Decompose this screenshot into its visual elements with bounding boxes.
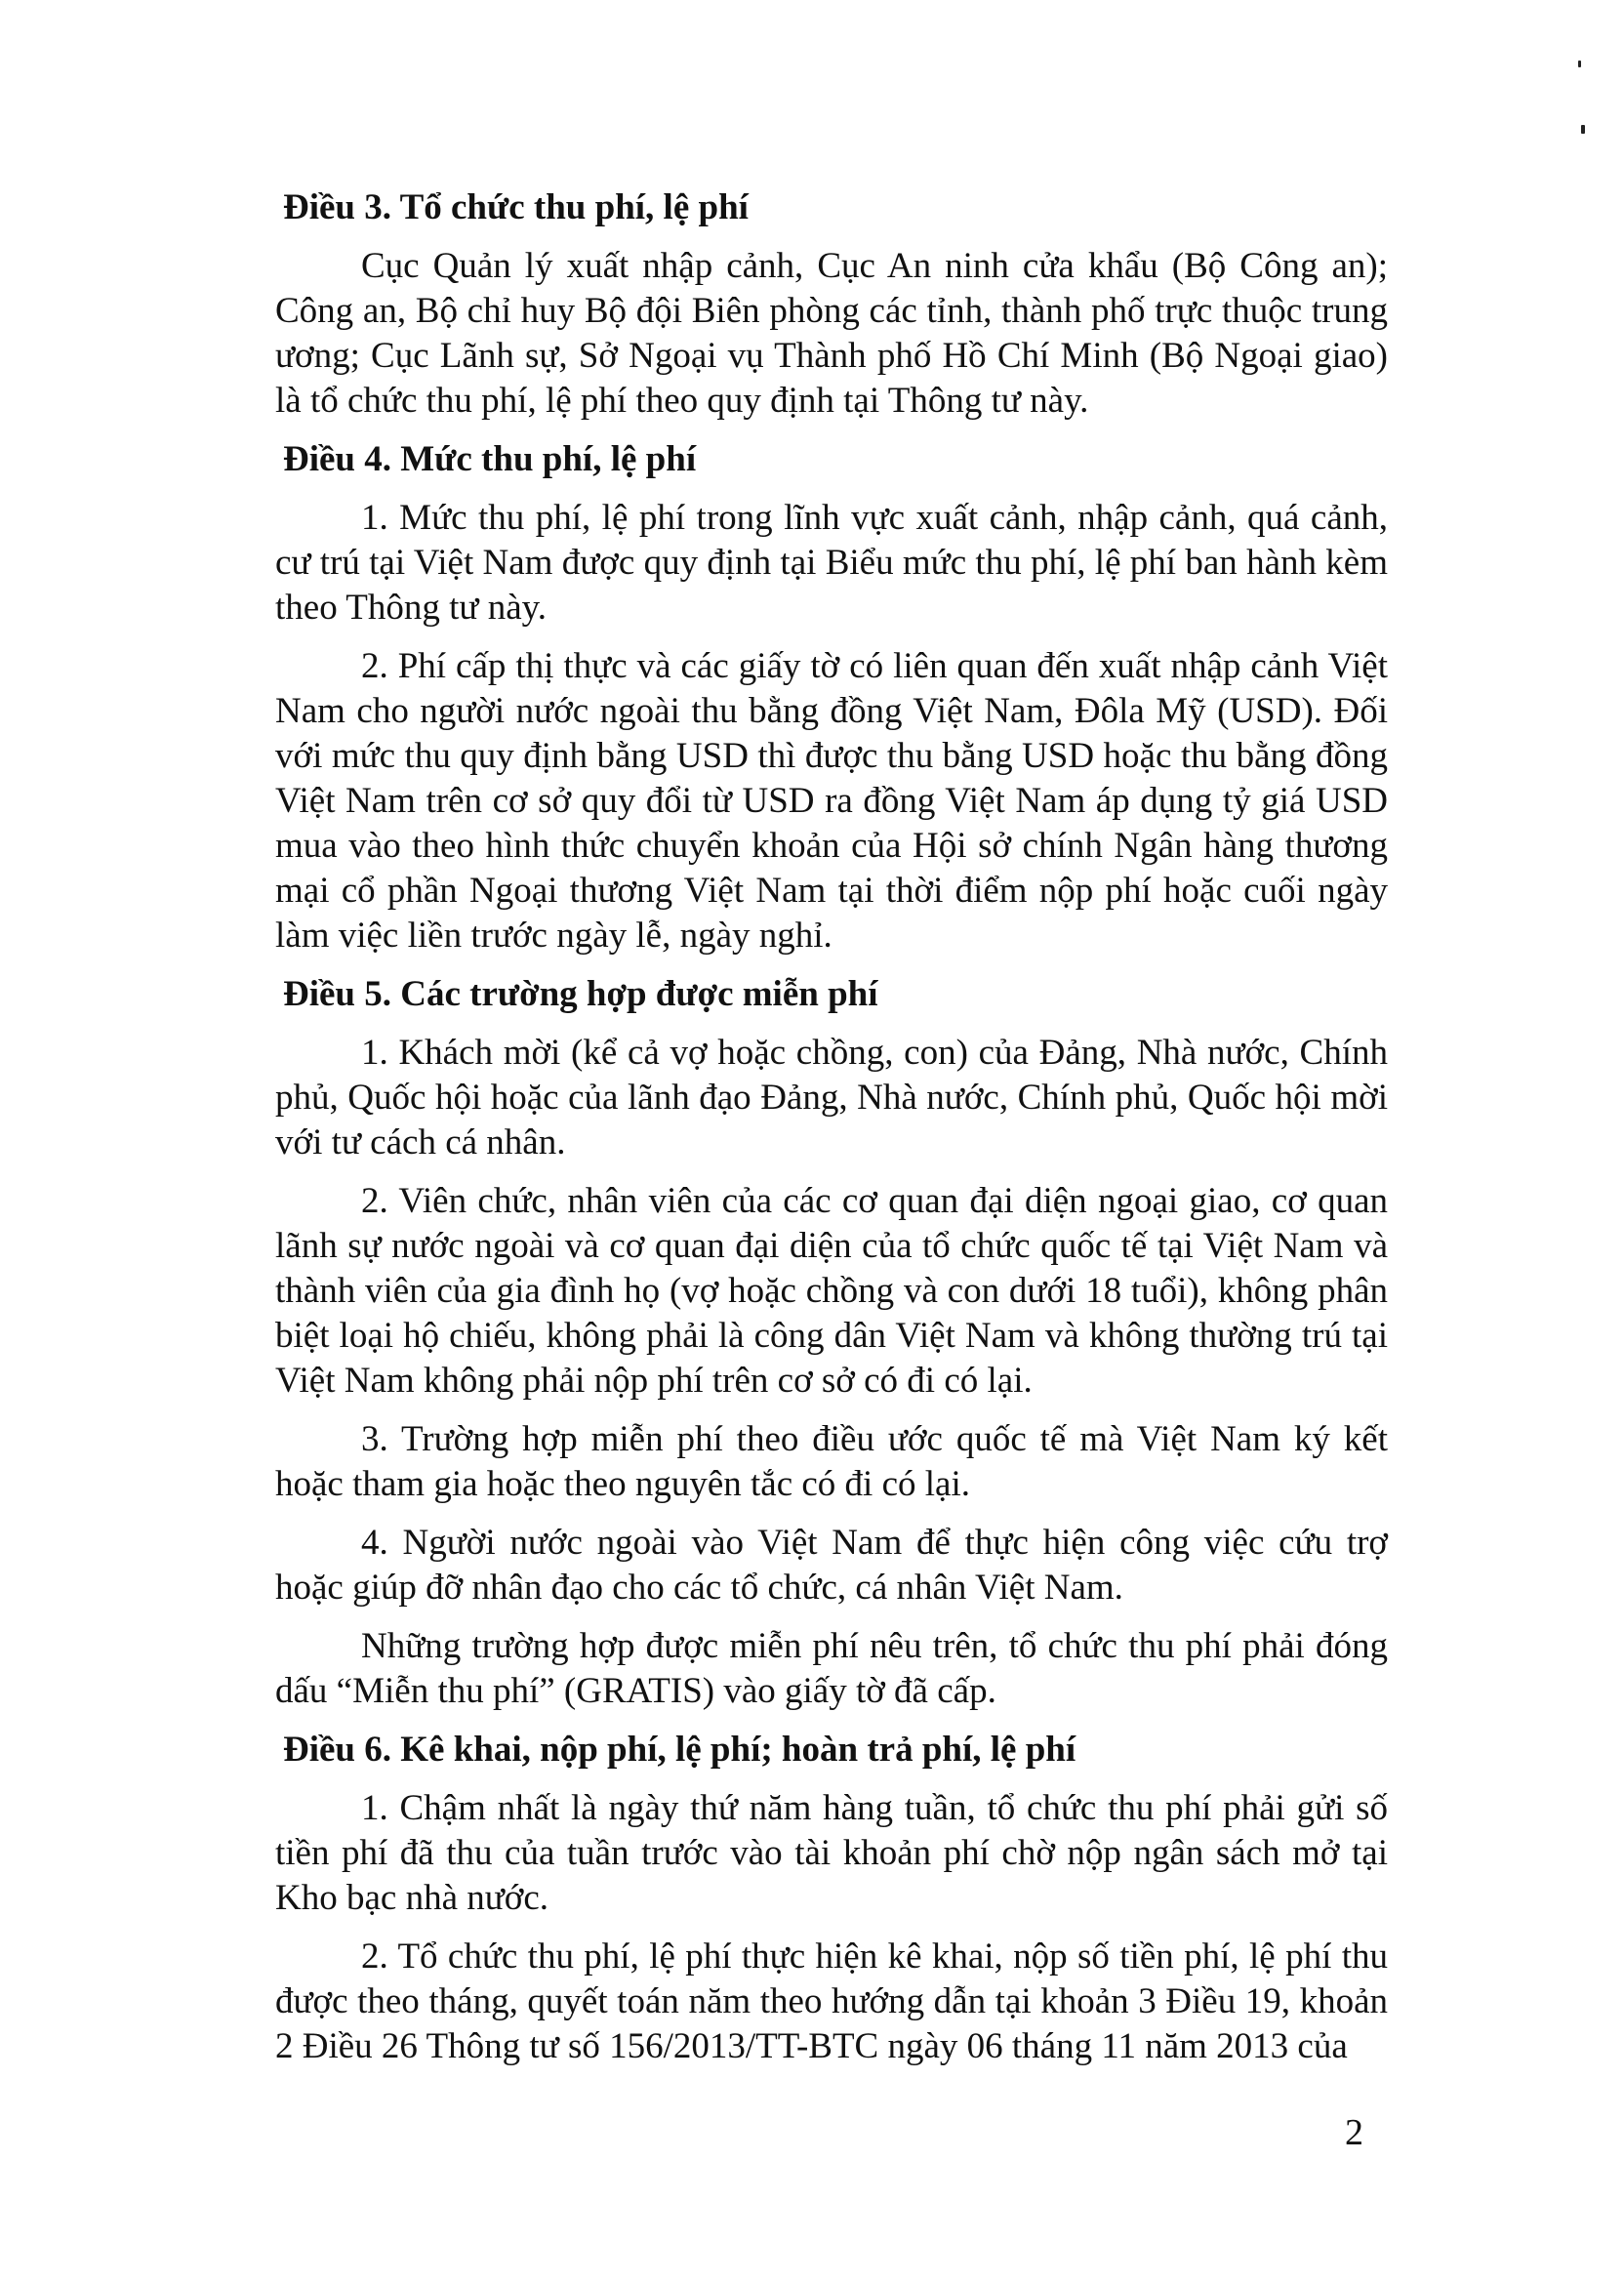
article-5 [275,972,1388,1714]
page-number: 2 [1345,2112,1363,2153]
scan-speck [1581,125,1585,134]
paragraph: 2. Viên chức, nhân viên của các cơ quan đại diện ngoại giao, cơ quan lãnh sự nước ngoài và cơ quan đại diện của tổ chức quốc tế tại Việt Nam và thành viên của gia đình họ (vợ hoặc chồng và con dưới 18 tuổi), không phân biệt loại hộ chiếu, không phải là công dân Việt Nam và không thường trú tại Việt Nam không phải nộp phí trên cơ sở có đi có lại. [275,1181,1388,1401]
paragraph: 1. Mức thu phí, lệ phí trong lĩnh vực xuất cảnh, nhập cảnh, quá cảnh, cư trú tại Việt Nam được quy định tại Biểu mức thu phí, lệ phí ban hành kèm theo Thông tư này. [275,498,1388,628]
paragraph: 4. Người nước ngoài vào Việt Nam để thực hiện công việc cứu trợ hoặc giúp đỡ nhân đạo cho các tổ chức, cá nhân Việt Nam. [275,1523,1388,1608]
article-heading: Điều 5. Các trường hợp được miễn phí [283,974,878,1014]
paragraph: 2. Tổ chức thu phí, lệ phí thực hiện kê khai, nộp số tiền phí, lệ phí thu được theo tháng, quyết toán năm theo hướng dẫn tại khoản 3 Điều 19, khoản 2 Điều 26 Thông tư số 156/2013/TT-BTC ngày 06 tháng 11 năm 2013 của [275,1936,1388,2066]
document-page [275,185,1388,2083]
article-3 [275,185,1388,424]
paragraph: Những trường hợp được miễn phí nêu trên, tổ chức thu phí phải đóng dấu “Miễn thu phí” (GRATIS) vào giấy tờ đã cấp. [275,1626,1388,1711]
paragraph: 1. Khách mời (kể cả vợ hoặc chồng, con) của Đảng, Nhà nước, Chính phủ, Quốc hội hoặc của lãnh đạo Đảng, Nhà nước, Chính phủ, Quốc hội mời với tư cách cá nhân. [275,1033,1388,1162]
article-heading: Điều 6. Kê khai, nộp phí, lệ phí; hoàn trả phí, lệ phí [283,1730,1076,1770]
paragraph: 1. Chậm nhất là ngày thứ năm hàng tuần, tổ chức thu phí phải gửi số tiền phí đã thu của tuần trước vào tài khoản phí chờ nộp ngân sách mở tại Kho bạc nhà nước. [275,1788,1388,1918]
paragraph: 3. Trường hợp miễn phí theo điều ước quốc tế mà Việt Nam ký kết hoặc tham gia hoặc theo nguyên tắc có đi có lại. [275,1419,1388,1504]
paragraph: Cục Quản lý xuất nhập cảnh, Cục An ninh cửa khẩu (Bộ Công an); Công an, Bộ chỉ huy Bộ đội Biên phòng các tỉnh, thành phố trực thuộc trung ương; Cục Lãnh sự, Sở Ngoại vụ Thành phố Hồ Chí Minh (Bộ Ngoại giao) là tổ chức thu phí, lệ phí theo quy định tại Thông tư này. [275,246,1388,421]
paragraph: 2. Phí cấp thị thực và các giấy tờ có liên quan đến xuất nhập cảnh Việt Nam cho người nước ngoài thu bằng đồng Việt Nam, Đôla Mỹ (USD). Đối với mức thu quy định bằng USD thì được thu bằng USD hoặc thu bằng đồng Việt Nam trên cơ sở quy đổi từ USD ra đồng Việt Nam áp dụng tỷ giá USD mua vào theo hình thức chuyển khoản của Hội sở chính Ngân hàng thương mại cổ phần Ngoại thương Việt Nam tại thời điểm nộp phí hoặc cuối ngày làm việc liền trước ngày lễ, ngày nghỉ. [275,646,1388,956]
article-4 [275,437,1388,958]
article-6 [275,1728,1388,2069]
article-heading: Điều 3. Tổ chức thu phí, lệ phí [283,187,749,227]
scan-speck [1578,61,1581,67]
article-heading: Điều 4. Mức thu phí, lệ phí [283,439,697,479]
